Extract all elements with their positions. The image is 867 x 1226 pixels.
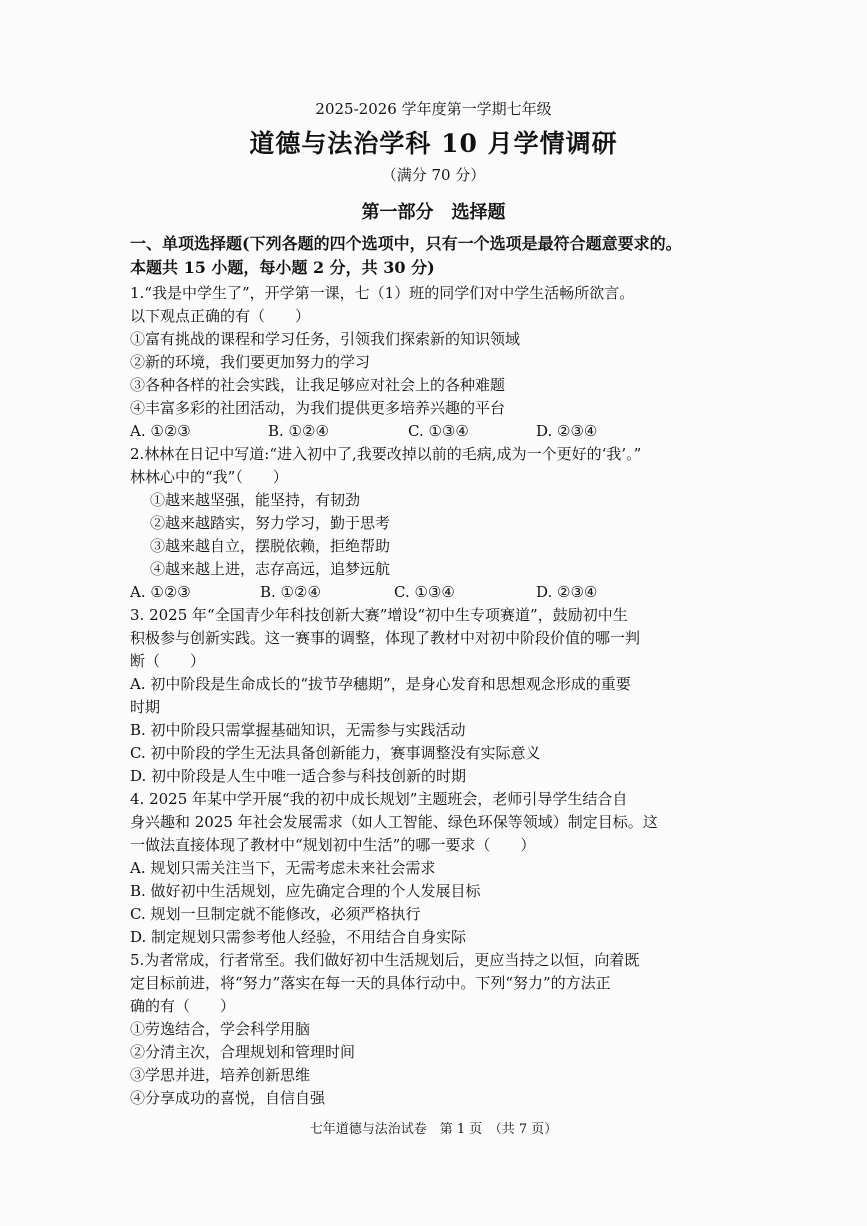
q4-option-d: D. 制定规划只需参考他人经验，不用结合自身实际 (130, 928, 467, 946)
q2-option-c: C. ①③④ (394, 583, 455, 601)
q2-options (130, 581, 750, 603)
q3-stem-line-1: 3. 2025 年“全国青少年科技创新大赛”增设“初中生专项赛道”，鼓励初中生 (130, 606, 628, 624)
part-title: 第一部分 选择题 (361, 202, 506, 223)
page-footer: 七年道德与法治试卷 第 1 页 （共 7 页） (309, 1122, 558, 1137)
q1-item-2: ②新的环境，我们要更加努力的学习 (130, 353, 371, 371)
q3-option-b: B. 初中阶段只需掌握基础知识，无需参与实践活动 (130, 721, 466, 739)
q2-item-4: ④越来越上进，志存高远，追梦远航 (150, 560, 391, 578)
q5-item-1: ①劳逸结合，学会科学用脑 (130, 1020, 311, 1038)
q2-option-a: A. ①②③ (130, 583, 191, 601)
q2-item-2: ②越来越踏实，努力学习，勤于思考 (150, 514, 391, 532)
q1-option-d: D. ②③④ (536, 422, 598, 440)
exam-subtitle: 2025-2026 学年度第一学期七年级 (315, 100, 552, 118)
q4-option-c: C. 规划一旦制定就不能修改，必须严格执行 (130, 905, 421, 923)
q4-option-b: B. 做好初中生活规划，应先确定合理的个人发展目标 (130, 882, 481, 900)
q5-item-3: ③学思并进，培养创新思维 (130, 1066, 311, 1084)
q3-stem-line-2: 积极参与创新实践。这一赛事的调整，体现了教材中对初中阶段价值的哪一判 (130, 629, 641, 647)
q5-item-2: ②分清主次，合理规划和管理时间 (130, 1043, 356, 1061)
q5-stem-line-3: 确的有（ ） (130, 997, 236, 1015)
q1-option-b: B. ①②④ (268, 422, 329, 440)
q2-option-b: B. ①②④ (260, 583, 321, 601)
q3-stem-line-3: 断（ ） (130, 652, 206, 670)
q2-stem-line-1: 2.林林在日记中写道:“进入初中了,我要改掉以前的毛病,成为一个更好的‘我’。” (130, 445, 642, 463)
q5-stem-line-2: 定目标前进，将“努力”落实在每一天的具体行动中。下列“努力”的方法正 (130, 974, 611, 992)
q5-stem-line-1: 5.为者常成，行者常至。我们做好初中生活规划后，更应当持之以恒，向着既 (130, 951, 640, 969)
q3-option-c: C. 初中阶段的学生无法具备创新能力，赛事调整没有实际意义 (130, 744, 541, 762)
q1-item-1: ①富有挑战的课程和学习任务，引领我们探索新的知识领域 (130, 330, 521, 348)
q2-item-3: ③越来越自立，摆脱依赖，拒绝帮助 (150, 537, 391, 555)
exam-title: 道德与法治学科 10 月学情调研 (249, 129, 618, 158)
q3-option-a-line-2: 时期 (130, 698, 161, 716)
full-score: （满分 70 分） (381, 166, 486, 184)
q4-option-a: A. 规划只需关注当下，无需考虑未来社会需求 (130, 859, 436, 877)
q1-options (130, 420, 750, 442)
q3-option-d: D. 初中阶段是人生中唯一适合参与科技创新的时期 (130, 767, 467, 785)
q1-stem-line-2: 以下观点正确的有（ ） (130, 307, 311, 325)
section-heading-line-2: 本题共 15 小题，每小题 2 分，共 30 分) (130, 258, 435, 277)
q1-option-c: C. ①③④ (408, 422, 469, 440)
q1-item-4: ④丰富多彩的社团活动，为我们提供更多培养兴趣的平台 (130, 399, 506, 417)
q2-option-d: D. ②③④ (536, 583, 598, 601)
q3-option-a-line-1: A. 初中阶段是生命成长的“拔节孕穗期”，是身心发育和思想观念形成的重要 (130, 675, 631, 693)
q1-item-3: ③各种各样的社会实践，让我足够应对社会上的各种难题 (130, 376, 506, 394)
q4-stem-line-1: 4. 2025 年某中学开展“我的初中成长规划”主题班会，老师引导学生结合自 (130, 790, 628, 808)
q1-stem-line-1: 1.“我是中学生了”，开学第一课，七（1）班的同学们对中学生活畅所欲言。 (130, 284, 635, 302)
q2-item-1: ①越来越坚强，能坚持，有韧劲 (150, 491, 361, 509)
q1-option-a: A. ①②③ (130, 422, 191, 440)
q5-item-4: ④分享成功的喜悦，自信自强 (130, 1089, 326, 1107)
q4-stem-line-3: 一做法直接体现了教材中“规划初中生活”的哪一要求（ ） (130, 836, 536, 854)
q4-stem-line-2: 身兴趣和 2025 年社会发展需求（如人工智能、绿色环保等领域）制定目标。这 (130, 813, 658, 831)
section-heading-line-1: 一、单项选择题(下列各题的四个选项中，只有一个选项是最符合题意要求的。 (130, 234, 682, 253)
q2-stem-line-2: 林林心中的“我”（ ） (130, 468, 288, 486)
